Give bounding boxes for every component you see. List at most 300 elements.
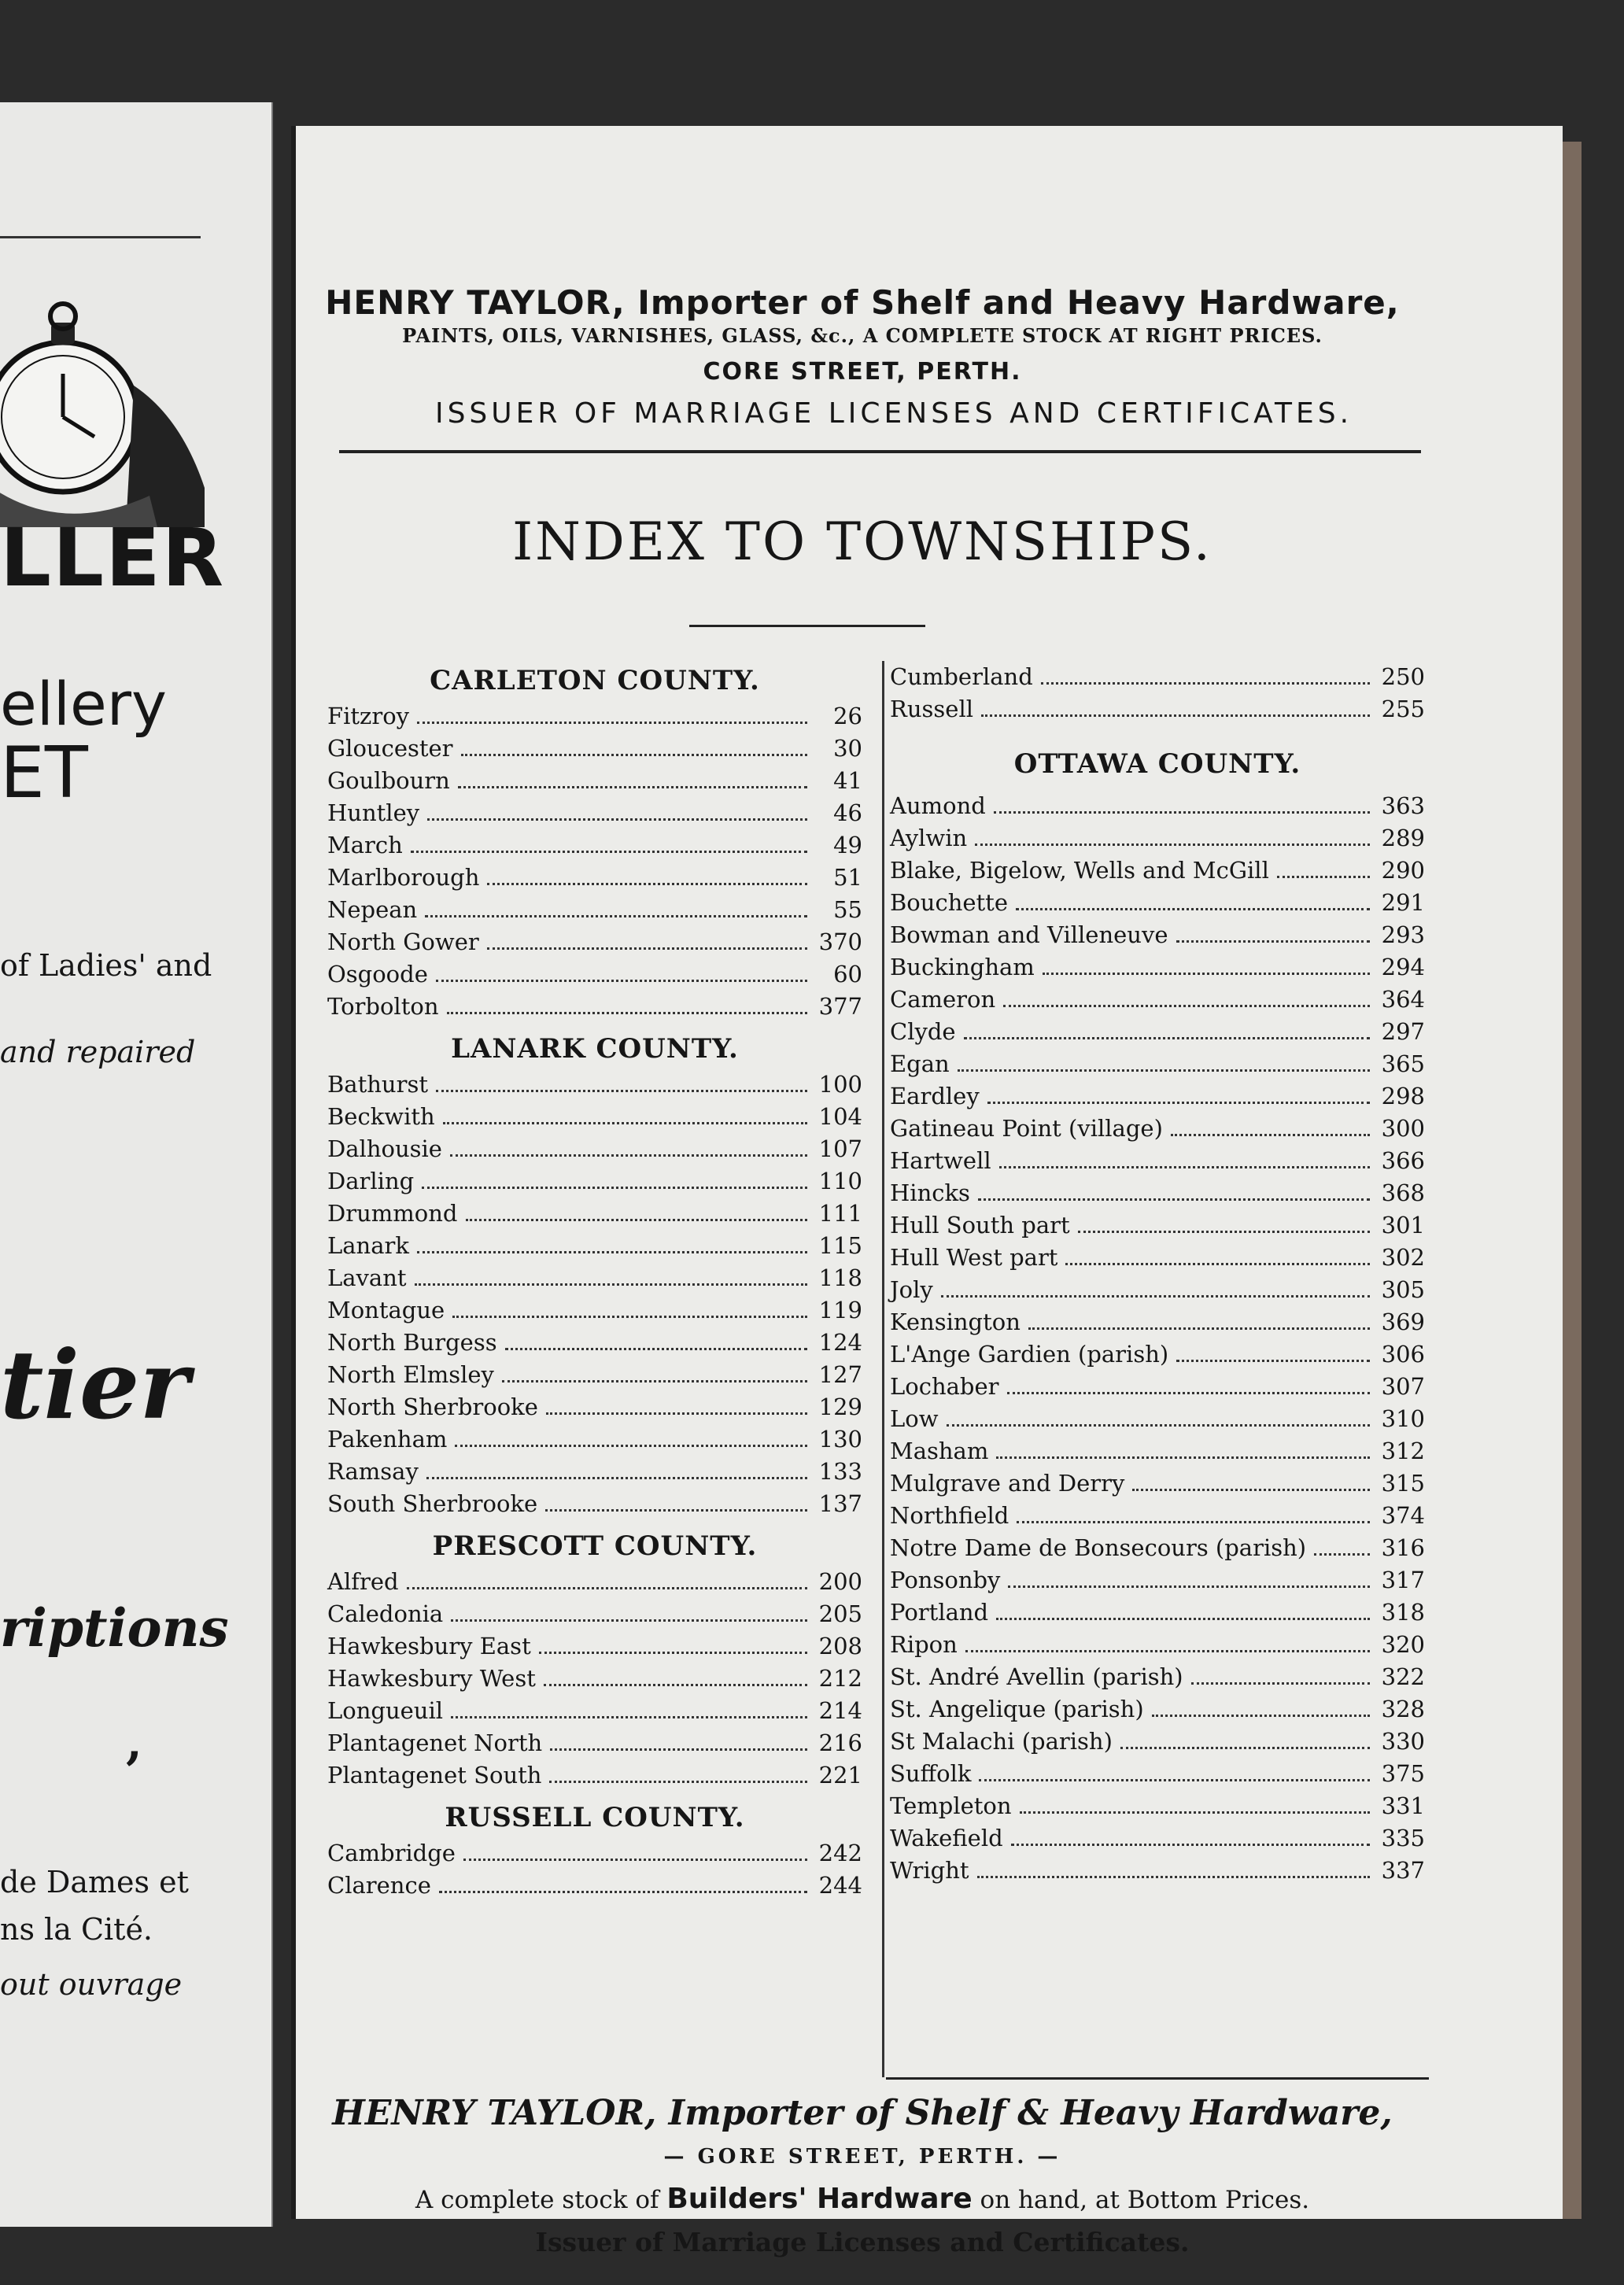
dot-leader — [426, 1460, 807, 1479]
county-heading: RUSSELL COUNTY. — [445, 1802, 745, 1833]
township-name: Mulgrave and Derry — [890, 1470, 1125, 1497]
township-entry — [327, 1630, 862, 1663]
index-page — [291, 126, 1563, 2257]
page-number: 111 — [818, 1200, 862, 1227]
pocket-watch-illustration — [0, 299, 212, 535]
dot-leader — [1007, 1375, 1370, 1394]
dot-leader — [427, 801, 807, 821]
page-number: 26 — [833, 703, 862, 729]
dot-leader — [458, 769, 807, 788]
title-underline — [689, 625, 925, 627]
township-entry — [327, 1566, 862, 1598]
township-entry — [890, 1597, 1425, 1629]
township-name: Cameron — [890, 986, 996, 1013]
dot-leader — [1065, 1246, 1370, 1265]
dot-leader — [545, 1492, 807, 1512]
township-name: North Elmsley — [327, 1361, 494, 1388]
township-entry — [890, 1209, 1425, 1242]
township-name: North Burgess — [327, 1329, 497, 1356]
page-number: 302 — [1381, 1244, 1425, 1271]
page-number: 317 — [1381, 1567, 1425, 1593]
advert-top-line: HENRY TAYLOR, Importer of Shelf and Heavy Hardware, — [325, 283, 1400, 322]
township-entry — [890, 1661, 1425, 1693]
page-number: 331 — [1381, 1792, 1425, 1819]
index-column-right — [890, 661, 1425, 1887]
dot-leader — [1028, 1310, 1370, 1330]
township-name: Cambridge — [327, 1840, 456, 1866]
township-name: St Malachi (parish) — [890, 1728, 1113, 1755]
township-name: Joly — [890, 1276, 933, 1303]
township-entry — [327, 1359, 862, 1391]
dot-leader — [451, 1602, 807, 1622]
page-number: 221 — [818, 1762, 862, 1789]
township-entry — [890, 1435, 1425, 1467]
township-name: Hartwell — [890, 1147, 991, 1174]
dot-leader — [979, 1762, 1370, 1781]
page-number: 370 — [818, 928, 862, 955]
page-number: 49 — [833, 832, 862, 858]
dot-leader — [450, 1137, 807, 1157]
township-name: Egan — [890, 1050, 950, 1077]
page-number: 310 — [1381, 1405, 1425, 1432]
advert-top-line: CORE STREET, PERTH. — [703, 358, 1022, 386]
township-entry — [890, 1532, 1425, 1564]
page-number: 366 — [1381, 1147, 1425, 1174]
township-name: Lanark — [327, 1232, 409, 1259]
dot-leader — [463, 1841, 807, 1861]
dot-leader — [1277, 858, 1370, 878]
township-name: Montague — [327, 1297, 445, 1323]
page-number: 328 — [1381, 1696, 1425, 1722]
township-entry — [890, 790, 1425, 822]
township-name: Buckingham — [890, 954, 1035, 980]
township-name: Goulbourn — [327, 767, 450, 794]
dot-leader — [1152, 1697, 1370, 1717]
township-name: Caledonia — [327, 1600, 444, 1627]
dot-leader — [417, 1234, 807, 1253]
township-entry — [890, 1113, 1425, 1145]
page-number: 322 — [1381, 1663, 1425, 1690]
dot-leader — [1003, 987, 1370, 1007]
township-entry — [890, 1693, 1425, 1726]
page-number: 335 — [1381, 1825, 1425, 1851]
township-name: Templeton — [890, 1792, 1012, 1819]
dot-leader — [502, 1363, 807, 1382]
dot-leader — [1314, 1536, 1370, 1556]
page-number: 129 — [818, 1394, 862, 1420]
page-number: 212 — [818, 1665, 862, 1692]
township-entry — [890, 1726, 1425, 1758]
page-number: 290 — [1381, 857, 1425, 884]
township-name: Longueuil — [327, 1697, 444, 1724]
dot-leader — [1020, 1794, 1370, 1814]
page-number: 330 — [1381, 1728, 1425, 1755]
advert-text: A complete stock of — [415, 2186, 667, 2214]
township-entry — [327, 1327, 862, 1359]
township-name: Plantagenet North — [327, 1729, 543, 1756]
township-entry — [327, 1198, 862, 1230]
township-name: Beckwith — [327, 1103, 435, 1130]
township-entry — [327, 1759, 862, 1792]
dot-leader — [1132, 1471, 1370, 1491]
township-name: Drummond — [327, 1200, 458, 1227]
township-name: Darling — [327, 1168, 415, 1194]
page-number: 205 — [818, 1600, 862, 1627]
township-name: Clarence — [327, 1872, 431, 1899]
township-name: Wakefield — [890, 1825, 1003, 1851]
dot-leader — [539, 1634, 807, 1654]
township-entry — [327, 1294, 862, 1327]
dot-leader — [958, 1052, 1370, 1072]
township-name: Bathurst — [327, 1071, 429, 1098]
dot-leader — [1171, 1117, 1370, 1136]
township-entry — [890, 1790, 1425, 1822]
township-name: North Sherbrooke — [327, 1394, 538, 1420]
township-entry — [327, 1663, 862, 1695]
page-number: 291 — [1381, 889, 1425, 916]
township-entry — [327, 1837, 862, 1870]
township-entry — [327, 1695, 862, 1727]
left-page-gothic-heading: riptions — [0, 1597, 229, 1659]
page-number: 315 — [1381, 1470, 1425, 1497]
page-number: 127 — [818, 1361, 862, 1388]
township-entry — [327, 1727, 862, 1759]
page-number: 300 — [1381, 1115, 1425, 1142]
dot-leader — [977, 1859, 1370, 1878]
dot-leader — [487, 866, 807, 885]
township-entry — [327, 862, 862, 894]
advert-divider — [339, 450, 1421, 453]
page-number: 289 — [1381, 825, 1425, 851]
township-name: Clyde — [890, 1018, 956, 1045]
township-name: Masham — [890, 1438, 989, 1464]
township-name: Aumond — [890, 792, 986, 819]
page-number: 368 — [1381, 1179, 1425, 1206]
dot-leader — [965, 1633, 1370, 1652]
dot-leader — [452, 1298, 807, 1318]
page-number: 55 — [833, 896, 862, 923]
township-entry — [890, 1822, 1425, 1855]
county-list — [890, 661, 1425, 725]
dot-leader — [996, 1600, 1370, 1620]
township-name: Marlborough — [327, 864, 480, 891]
township-entry — [890, 1403, 1425, 1435]
dot-leader — [550, 1731, 807, 1751]
dot-leader — [1176, 923, 1370, 943]
township-name: St. André Avellin (parish) — [890, 1663, 1183, 1690]
township-entry — [890, 693, 1425, 725]
township-name: Gatineau Point (village) — [890, 1115, 1163, 1142]
page-number: 363 — [1381, 792, 1425, 819]
page-number: 250 — [1381, 663, 1425, 690]
township-entry — [890, 661, 1425, 693]
dot-leader — [411, 833, 807, 853]
township-name: Hawkesbury West — [327, 1665, 536, 1692]
left-page-mark: , — [126, 1715, 142, 1770]
township-name: Low — [890, 1405, 939, 1432]
township-entry — [890, 1145, 1425, 1177]
dot-leader — [487, 930, 807, 950]
page-number: 242 — [818, 1840, 862, 1866]
page-number: 124 — [818, 1329, 862, 1356]
dot-leader — [1191, 1665, 1370, 1685]
page-number: 100 — [818, 1071, 862, 1098]
page-number: 30 — [833, 735, 862, 762]
township-entry — [327, 1165, 862, 1198]
page-number: 294 — [1381, 954, 1425, 980]
township-name: Alfred — [327, 1568, 399, 1595]
township-entry — [890, 1080, 1425, 1113]
dot-leader — [447, 995, 807, 1014]
previous-page-fragment — [0, 102, 273, 2227]
county-list — [890, 790, 1425, 1887]
dot-leader — [941, 1278, 1370, 1298]
dot-leader — [505, 1331, 807, 1350]
dot-leader — [999, 1149, 1370, 1168]
page-number: 41 — [833, 767, 862, 794]
township-name: Lavant — [327, 1264, 407, 1291]
township-entry — [890, 919, 1425, 951]
dot-leader — [987, 1084, 1370, 1104]
dot-leader — [1017, 1504, 1370, 1523]
township-name: Aylwin — [890, 825, 968, 851]
county-list — [327, 700, 862, 1023]
dot-leader — [415, 1266, 807, 1286]
township-entry — [327, 1101, 862, 1133]
advert-text: on hand, at Bottom Prices. — [972, 2186, 1310, 2214]
left-page-line: out ouvrage — [0, 1967, 183, 2002]
page-number: 312 — [1381, 1438, 1425, 1464]
township-name: Hincks — [890, 1179, 970, 1206]
page-number: 107 — [818, 1135, 862, 1162]
township-entry — [890, 1274, 1425, 1306]
dot-leader — [947, 1407, 1370, 1427]
township-entry — [327, 1423, 862, 1456]
township-entry — [327, 1133, 862, 1165]
township-name: Pakenham — [327, 1426, 448, 1453]
page-number: 377 — [818, 993, 862, 1020]
township-name: Ripon — [890, 1631, 958, 1658]
advert-top-line: ISSUER OF MARRIAGE LICENSES AND CERTIFICATES. — [434, 397, 1353, 430]
dot-leader — [417, 704, 807, 724]
township-entry — [327, 894, 862, 926]
advert-top-line: PAINTS, OILS, VARNISHES, GLASS, &c., A COMPLETE STOCK AT RIGHT PRICES. — [402, 324, 1323, 347]
dot-leader — [1041, 665, 1370, 685]
township-entry — [890, 1629, 1425, 1661]
left-page-rule — [0, 236, 201, 238]
dot-leader — [1043, 955, 1370, 975]
township-entry — [890, 1338, 1425, 1371]
township-entry — [327, 958, 862, 991]
left-page-line: ET — [0, 732, 88, 814]
page-number: 119 — [818, 1297, 862, 1323]
page-number: 297 — [1381, 1018, 1425, 1045]
township-name: Huntley — [327, 799, 420, 826]
township-name: Kensington — [890, 1309, 1021, 1335]
advert-bottom-line: Issuer of Marriage Licenses and Certificates. — [535, 2227, 1190, 2257]
dot-leader — [964, 1020, 1370, 1039]
dot-leader — [455, 1427, 807, 1447]
left-page-gothic-heading: tier — [0, 1330, 190, 1441]
township-entry — [327, 1488, 862, 1520]
township-entry — [890, 1855, 1425, 1887]
dot-leader — [436, 1072, 807, 1092]
township-entry — [327, 1456, 862, 1488]
page-number: 298 — [1381, 1083, 1425, 1109]
page-number: 320 — [1381, 1631, 1425, 1658]
left-page-line: ns la Cité. — [0, 1912, 153, 1947]
township-name: Torbolton — [327, 993, 439, 1020]
dot-leader — [975, 826, 1370, 846]
township-entry — [327, 926, 862, 958]
township-entry — [327, 733, 862, 765]
page-number: 307 — [1381, 1373, 1425, 1400]
dot-leader — [461, 736, 807, 756]
township-entry — [890, 1306, 1425, 1338]
township-entry — [327, 829, 862, 862]
township-entry — [890, 822, 1425, 855]
page-number: 337 — [1381, 1857, 1425, 1884]
township-name: Hull West part — [890, 1244, 1058, 1271]
township-entry — [890, 984, 1425, 1016]
county-list — [327, 1566, 862, 1792]
township-entry — [890, 1177, 1425, 1209]
index-column-left — [327, 661, 862, 1902]
township-name: Hull South part — [890, 1212, 1070, 1238]
page-number: 46 — [833, 799, 862, 826]
township-name: North Gower — [327, 928, 479, 955]
dot-leader — [425, 898, 807, 917]
dot-leader — [546, 1395, 807, 1415]
page-number: 305 — [1381, 1276, 1425, 1303]
township-name: Northfield — [890, 1502, 1009, 1529]
township-name: Nepean — [327, 896, 418, 923]
page-number: 301 — [1381, 1212, 1425, 1238]
page-number: 130 — [818, 1426, 862, 1453]
township-name: Suffolk — [890, 1760, 972, 1787]
county-heading: PRESCOTT COUNTY. — [432, 1530, 758, 1562]
township-entry — [890, 1048, 1425, 1080]
dot-leader — [1016, 891, 1370, 910]
county-heading: OTTAWA COUNTY. — [1013, 748, 1301, 780]
page-number: 364 — [1381, 986, 1425, 1013]
township-entry — [327, 765, 862, 797]
township-entry — [890, 1564, 1425, 1597]
township-name: Cumberland — [890, 663, 1033, 690]
dot-leader — [422, 1169, 807, 1189]
page-number: 200 — [818, 1568, 862, 1595]
township-entry — [327, 700, 862, 733]
page-number: 318 — [1381, 1599, 1425, 1626]
township-name: St. Angelique (parish) — [890, 1696, 1144, 1722]
township-name: Dalhousie — [327, 1135, 442, 1162]
dot-leader — [994, 794, 1370, 814]
dot-leader — [1008, 1568, 1370, 1588]
page-number: 133 — [818, 1458, 862, 1485]
dot-leader — [439, 1873, 807, 1893]
township-name: Ramsay — [327, 1458, 419, 1485]
township-entry — [890, 1016, 1425, 1048]
township-name: Bouchette — [890, 889, 1008, 916]
county-list — [327, 1069, 862, 1520]
township-entry — [890, 1500, 1425, 1532]
dot-leader — [407, 1570, 807, 1589]
township-name: Ponsonby — [890, 1567, 1001, 1593]
page-title: INDEX TO TOWNSHIPS. — [512, 511, 1212, 572]
page-number: 104 — [818, 1103, 862, 1130]
dot-leader — [451, 1699, 807, 1718]
page-number: 255 — [1381, 696, 1425, 722]
township-name: Blake, Bigelow, Wells and McGill — [890, 857, 1269, 884]
township-entry — [890, 1467, 1425, 1500]
township-entry — [327, 1069, 862, 1101]
dot-leader — [443, 1105, 807, 1124]
dot-leader — [1011, 1826, 1370, 1846]
township-name: Fitzroy — [327, 703, 410, 729]
township-entry — [890, 1758, 1425, 1790]
county-heading: LANARK COUNTY. — [451, 1033, 739, 1065]
column-divider — [882, 661, 884, 2077]
page-number: 365 — [1381, 1050, 1425, 1077]
county-list — [327, 1837, 862, 1902]
township-entry — [327, 1598, 862, 1630]
dot-leader — [996, 1439, 1370, 1459]
page-number: 306 — [1381, 1341, 1425, 1368]
township-name: Osgoode — [327, 961, 428, 987]
township-entry — [327, 1262, 862, 1294]
county-heading: CARLETON COUNTY. — [430, 665, 760, 696]
page-number: 293 — [1381, 921, 1425, 948]
township-entry — [890, 951, 1425, 984]
township-entry — [327, 797, 862, 829]
dot-leader — [978, 1181, 1370, 1201]
township-name: Bowman and Villeneuve — [890, 921, 1168, 948]
page-number: 369 — [1381, 1309, 1425, 1335]
dot-leader — [549, 1763, 807, 1783]
township-name: Notre Dame de Bonsecours (parish) — [890, 1534, 1307, 1561]
township-entry — [890, 1242, 1425, 1274]
advert-bottom-line — [296, 2183, 1429, 2215]
left-page-heading: LLER — [0, 511, 226, 605]
page-number: 115 — [818, 1232, 862, 1259]
township-name: Plantagenet South — [327, 1762, 542, 1789]
advert-emphasis: Builders' Hardware — [666, 2183, 973, 2215]
page-number: 137 — [818, 1490, 862, 1517]
dot-leader — [1120, 1729, 1370, 1749]
township-name: March — [327, 832, 403, 858]
page-number: 118 — [818, 1264, 862, 1291]
dot-leader — [1176, 1342, 1370, 1362]
dot-leader — [981, 697, 1370, 717]
township-name: Gloucester — [327, 735, 453, 762]
page-number: 244 — [818, 1872, 862, 1899]
left-page-line: ellery — [0, 669, 167, 739]
township-entry — [327, 1391, 862, 1423]
advert-bottom-line: — GORE STREET, PERTH. — — [663, 2145, 1061, 2169]
page-number: 214 — [818, 1697, 862, 1724]
page-number: 316 — [1381, 1534, 1425, 1561]
left-page-line: de Dames et — [0, 1865, 189, 1899]
township-entry — [327, 1870, 862, 1902]
township-name: L'Ange Gardien (parish) — [890, 1341, 1169, 1368]
township-name: South Sherbrooke — [327, 1490, 538, 1517]
township-entry — [327, 991, 862, 1023]
township-name: Wright — [890, 1857, 969, 1884]
left-page-line: of Ladies' and — [0, 948, 212, 983]
township-name: Portland — [890, 1599, 989, 1626]
township-entry — [327, 1230, 862, 1262]
page-number: 110 — [818, 1168, 862, 1194]
